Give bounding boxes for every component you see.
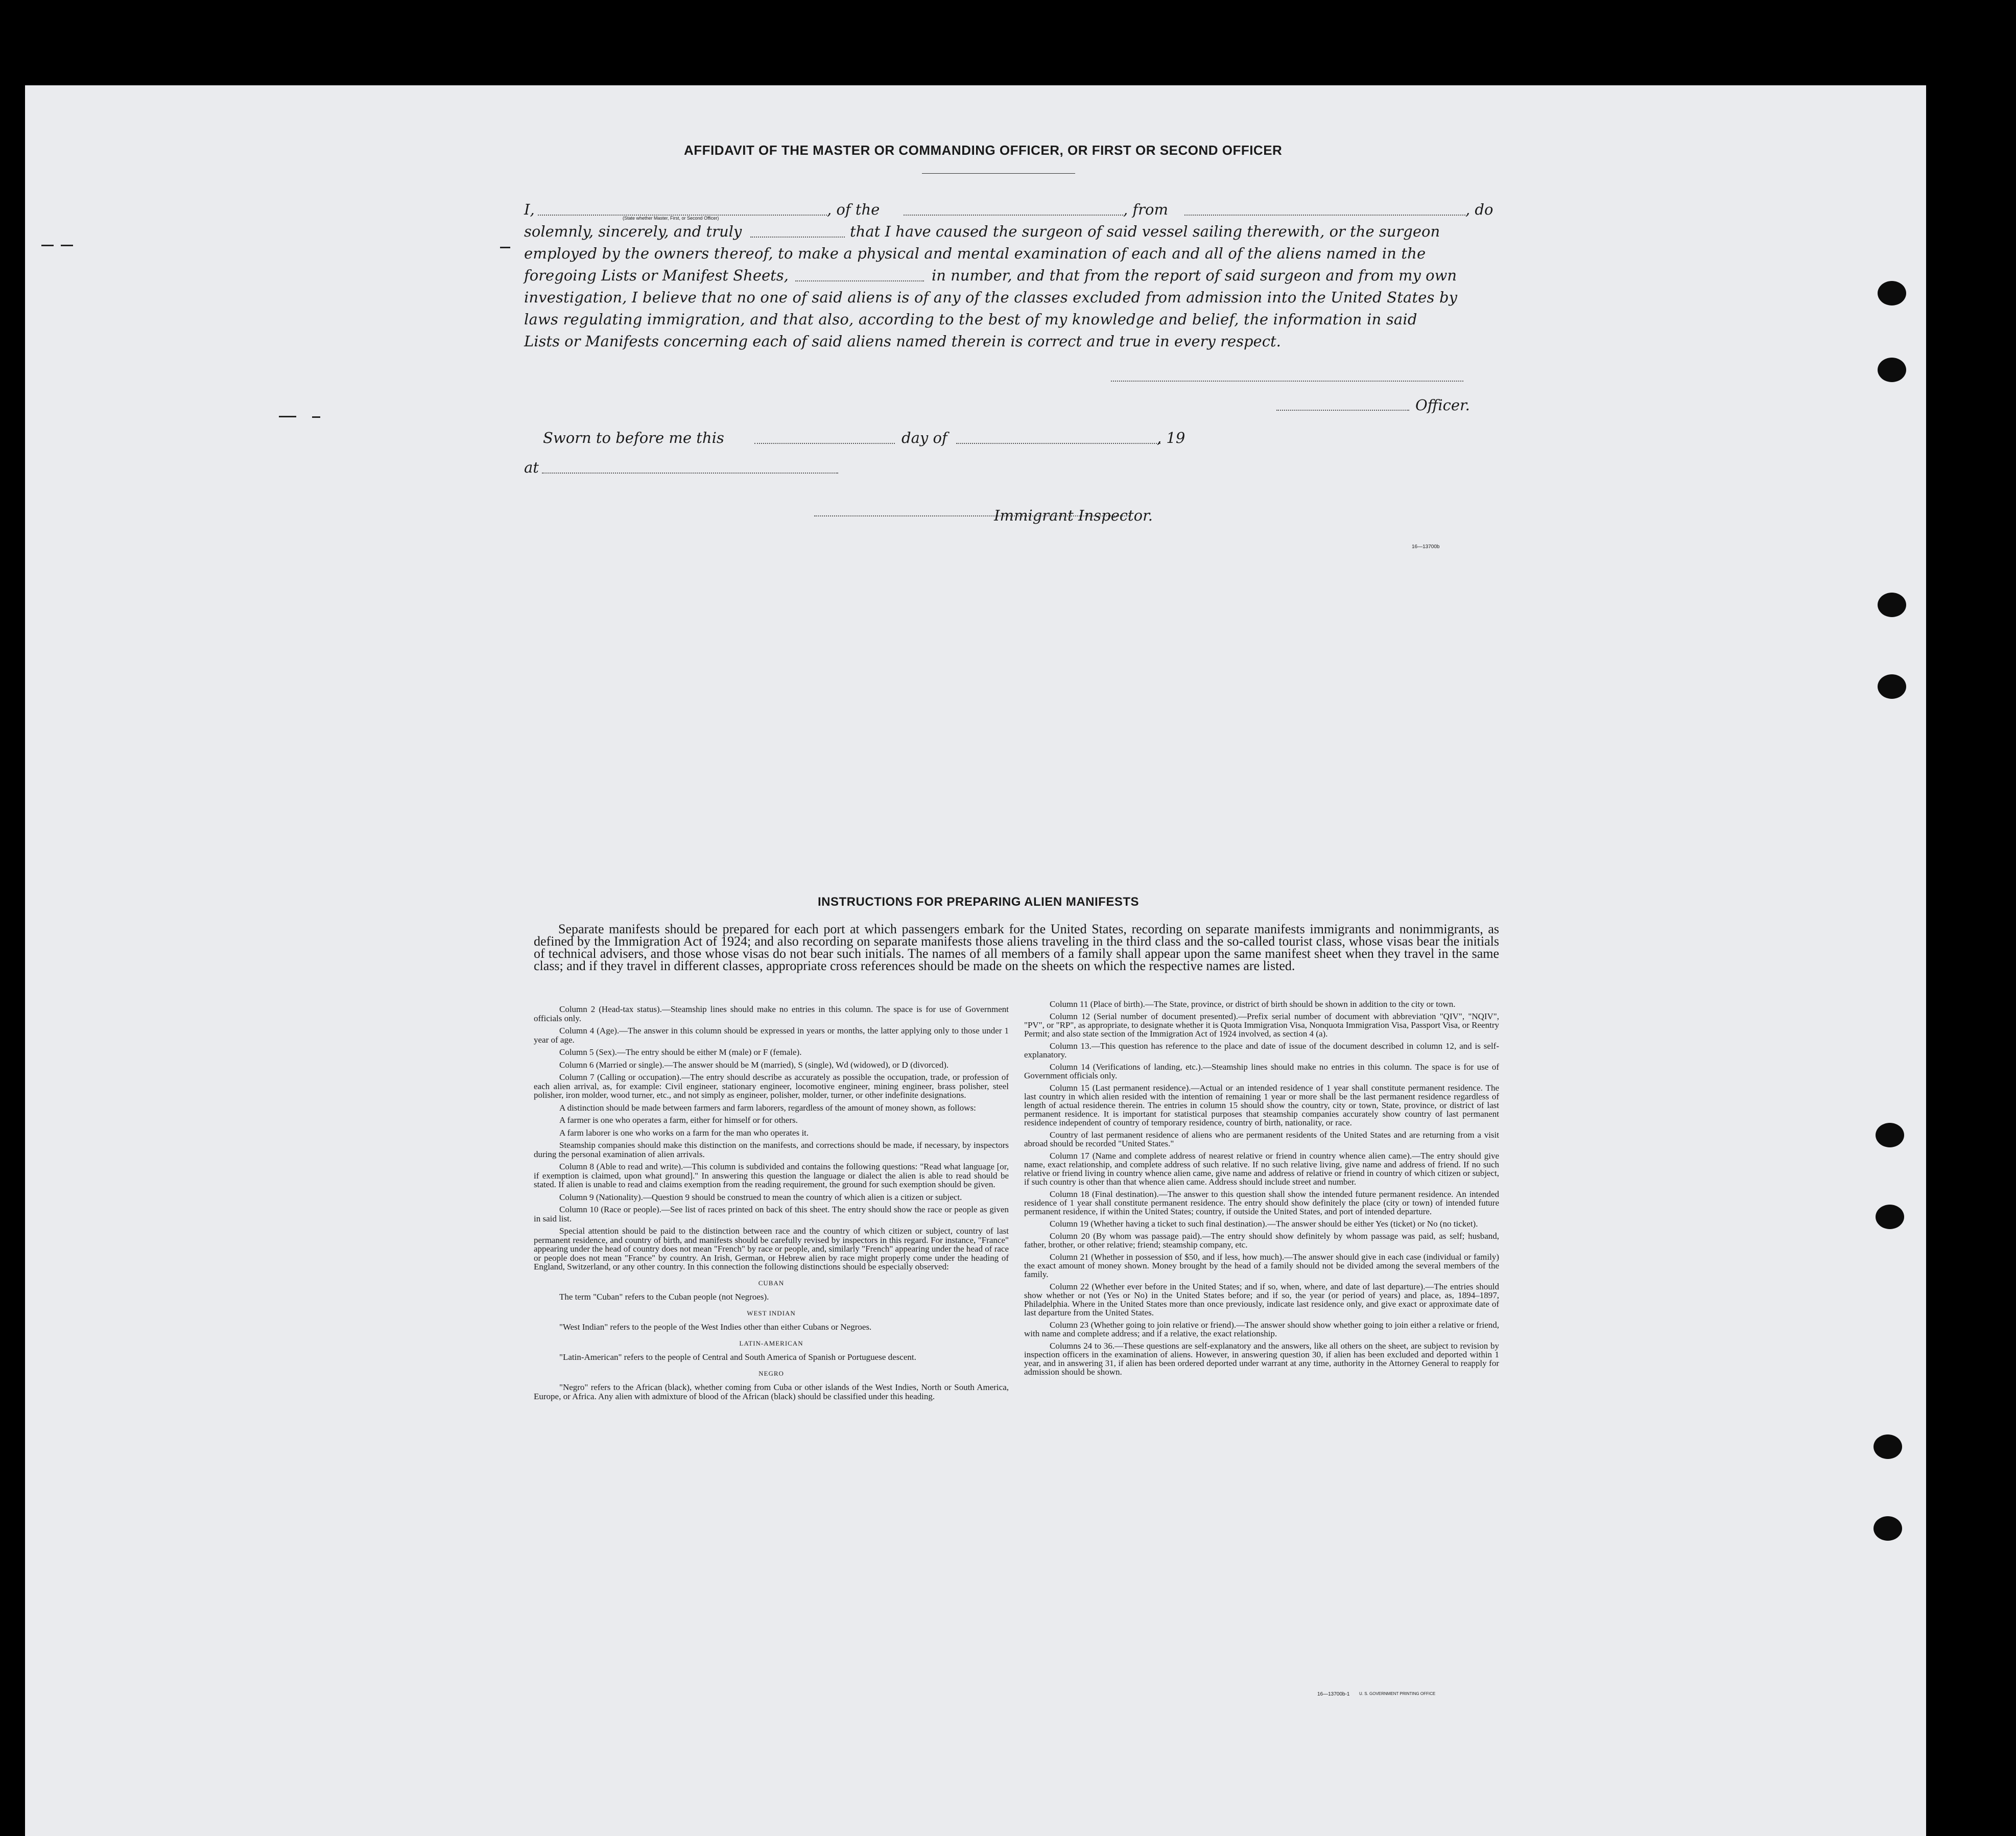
instructions-title: INSTRUCTIONS FOR PREPARING ALIEN MANIFESTS (818, 895, 1140, 909)
inspector-label: Immigrant Inspector. (994, 507, 1153, 524)
col8: Column 8 (Able to read and write).—This column is subdivided and contains the following questions: "Read what language [or, if exemption is claimed, upon what ground]." In answering this question the language or dialect the alien is able to read should be stated. If alien is unable to read and claims exemption from the reading requirement, the ground for such exemption should be given. (534, 1162, 1009, 1189)
col2: Column 2 (Head-tax status).—Steamship lines should make no entries in this column. The space is for use of Government officials only. (534, 1004, 1009, 1023)
col4: Column 4 (Age).—The answer in this column should be expressed in years or months, the latter applying only to those under 1 year of age. (534, 1026, 1009, 1045)
col13: Column 13.—This question has reference to the place and date of issue of the document described in column 12, and is self-explanatory. (1024, 1041, 1499, 1060)
cuban-definition: The term "Cuban" refers to the Cuban people (not Negroes). (559, 1292, 769, 1302)
at-label: at (524, 459, 539, 476)
margin-mark (41, 245, 54, 246)
affidavit-i: I, (524, 201, 535, 218)
col23: Column 23 (Whether going to join relative or friend).—The answer should show whether going to join either a relative or friend, with name and complete address; and if a relative, the exact relationship. (1024, 1320, 1499, 1338)
form-number: 16—13700b (1412, 544, 1440, 550)
punch-hole (1873, 1434, 1902, 1459)
col18: Column 18 (Final destination).—The answer to this question shall show the intended future permanent residence. An intended residence of 1 year shall constitute permanent residence. The entry should show definitely the place (city or town) of intended future permanent residence, if within the United States; country, if outside the United States, and port of intended departure. (1024, 1189, 1499, 1216)
col19: Column 19 (Whether having a ticket to such final destination).—The answer should be either Yes (ticket) or No (no ticket). (1050, 1219, 1478, 1229)
affidavit-line6: laws regulating immigration, and that also, according to the best of my knowledge and belief, the information in said (524, 311, 1417, 328)
affidavit-line7: Lists or Manifests concerning each of said aliens named therein is correct and true in every respect. (524, 333, 1281, 350)
instructions-right-column (1024, 1000, 1499, 1380)
col9: Column 9 (Nationality).—Question 9 should be construed to mean the country of which alien is a citizen or subject. (559, 1192, 962, 1202)
affidavit-do: , do (1465, 201, 1493, 218)
affidavit-line5: investigation, I believe that no one of said aliens is of any of the classes excluded from admission into the United States by (524, 289, 1458, 306)
port-field[interactable] (1184, 215, 1465, 216)
punch-hole (1878, 593, 1906, 617)
punch-hole (1878, 281, 1906, 305)
heading-west-indian: WEST INDIAN (747, 1309, 796, 1317)
col7-farm: A distinction should be made between farmers and farm laborers, regardless of the amount of money shown, as follows: (559, 1102, 976, 1113)
day-of-label: day of (902, 429, 947, 446)
affidavit-from: , from (1123, 201, 1168, 218)
at-field[interactable] (542, 473, 838, 474)
negro-definition: "Negro" refers to the African (black), whether coming from Cuba or other islands of the West Indies, North or South America, Europe, or Africa. Any alien with admixture of blood of the African (black) should be classified under this heading. (534, 1382, 1009, 1401)
rank-note: (State whether Master, First, or Second Officer) (623, 216, 719, 221)
title-underline (922, 173, 1075, 174)
col22: Column 22 (Whether ever before in the United States; and if so, when, where, and date of last departure).—The entries should show whether or not (Yes or No) in the United States before; and if so, the year (or period of years) and place, as, 1894–1897, Philadelphia. Where in the United States more than once previously, indicate last residence only, and give exact or approximate date of last departure from the United States. (1024, 1282, 1499, 1317)
sworn-month-field[interactable] (956, 443, 1160, 444)
officer-label: Officer. (1415, 396, 1470, 414)
affidavit-of-the: , of the (827, 201, 880, 218)
col7-steamship: Steamship companies should make this distinction on the manifests, and corrections should be made, if necessary, by inspectors during the personal examination of alien arrivals. (534, 1140, 1009, 1159)
margin-mark (61, 245, 73, 246)
officer-line[interactable] (1276, 410, 1409, 411)
col21: Column 21 (Whether in possession of $50, and if less, how much).—The answer should give in each case (individual or family) the exact amount of money shown. Money brought by the head of a family should not be divided among the several members of the family. (1024, 1252, 1499, 1279)
sworn-day-field[interactable] (754, 443, 895, 444)
west-indian-definition: "West Indian" refers to the people of the West Indies other than either Cubans or Negroes. (559, 1322, 872, 1332)
sheets-count-field[interactable] (795, 280, 924, 281)
sworn-label: Sworn to before me this (543, 429, 724, 446)
affidavit-line4b: in number, and that from the report of said surgeon and from my own (932, 267, 1457, 284)
instructions-intro: Separate manifests should be prepared for each port at which passengers embark for the United States, recording on separate manifests immigrants and nonimmigrants, as defined by the Immigration Act of 1924; and also recording on separate manifests those aliens traveling in the third class and the so-called tourist class, whose visas bear the initials of technical advisers, and those whose visas do not bear such initials. The names of all members of a family shall appear upon the same manifest sheet when they travel in the same class; and if they travel in different classes, appropriate cross references should be made on the sheets on which the respective names are listed. (534, 922, 1499, 973)
col24-36: Columns 24 to 36.—These questions are self-explanatory and the answers, like all others on the sheet, are subject to revision by inspection officers in the examination of aliens. However, in answering question 30, if alien has been excluded and deported within 1 year, and in answering 31, if alien has been ordered deported under warrant at any time, authority in the Attorney General to reapply for admission should be shown. (1024, 1341, 1499, 1377)
punch-hole (1876, 1123, 1904, 1147)
form-sheet (25, 85, 1926, 1836)
col12: Column 12 (Serial number of document presented).—Prefix serial number of document with abbreviation "QIV", "NQIV", "PV", or "RP", as appropriate, to designate whether it is Quota Immigration Visa, Nonquota Immigration Visa, Passport Visa, or Reentry Permit; and also state section of the Immigration Act of 1924 involved, as section 4 (a). (1024, 1011, 1499, 1039)
affidavit-line4a: foregoing Lists or Manifest Sheets, (524, 267, 789, 284)
col20: Column 20 (By whom was passage paid).—The entry should show definitely by whom passage was paid, as self; husband, father, brother, or other relative; friend; steamship company, etc. (1024, 1231, 1499, 1250)
col11: Column 11 (Place of birth).—The State, province, or district of birth should be shown in addition to the city or town. (1050, 999, 1456, 1009)
margin-mark (500, 247, 510, 248)
margin-mark (279, 416, 296, 417)
punch-hole (1876, 1205, 1904, 1229)
heading-cuban: CUBAN (758, 1279, 785, 1287)
col15: Column 15 (Last permanent residence).—Actual or an intended residence of 1 year shall constitute permanent residence. The last country in which alien resided with the intention of remaining 1 year or more shall be the last permanent residence regardless of length of actual residence therein. The entries in column 15 should show the country, city or town, State, province, or district of last permanent residence. It is important for statistical purposes that steamship companies accurately show country of last permanent residence independent of country of temporary residence, country of birth, nationality, or race. (1024, 1083, 1499, 1127)
latin-american-definition: "Latin-American" refers to the people of Central and South America of Spanish or Portuguese descent. (559, 1352, 916, 1362)
punch-hole (1878, 358, 1906, 382)
col6: Column 6 (Married or single).—The answer should be M (married), S (single), Wd (widowed), or D (divorced). (559, 1060, 949, 1070)
col14: Column 14 (Verifications of landing, etc.).—Steamship lines should make no entries in this column. The space is for use of Government officials only. (1024, 1062, 1499, 1080)
col15-us: Country of last permanent residence of aliens who are permanent residents of the United States and are returning from a visit abroad should be recorded "United States." (1024, 1130, 1499, 1148)
footer-code: 16—13700b-1 (1317, 1691, 1350, 1697)
col17: Column 17 (Name and complete address of nearest relative or friend in country whence alien came).—The entry should give name, exact relationship, and complete address of such relative. If no such relative living, give name and address of friend. If no such relative or friend living in country whence alien came, give name and address of relative or friend in country of which citizen or subject, if such country is other than that whence alien came. Address should include street and number. (1024, 1151, 1499, 1187)
col7: Column 7 (Calling or occupation).—The entry should describe as accurately as possible the occupation, trade, or profession of each alien arrival, as, for example: Civil engineer, stationary engineer, locomotive engineer, mining engineer, brass polisher, steel polisher, iron molder, wood turner, etc., and not simply as engineer, polisher, molder, turner, or other indefinite designations. (534, 1072, 1009, 1100)
punch-hole (1878, 674, 1906, 699)
truly-field[interactable] (750, 237, 845, 238)
punch-hole (1873, 1516, 1902, 1541)
col7-laborer: A farm laborer is one who works on a farm for the man who operates it. (559, 1127, 809, 1138)
affidavit-title: AFFIDAVIT OF THE MASTER OR COMMANDING OFFICER, OR FIRST OR SECOND OFFICER (684, 143, 1283, 158)
instructions-left-column (534, 1005, 1009, 1404)
col10-special: Special attention should be paid to the distinction between race and the country of which citizen or subject, country of last permanent residence, and country of birth, and manifests should be carefully revised by inspectors in this regard. For instance, "France" appearing under the head of country does not mean "French" by race or people, and, similarly "French" appearing under the head of race or people does not mean "France" by country. An Irish, German, or Hebrew alien by race might properly come under the heading of England, Switzerland, or any other country. In this connection the following distinctions should be especially observed: (534, 1226, 1009, 1272)
heading-latin-american: LATIN-AMERICAN (739, 1339, 803, 1347)
affidavit-line3: employed by the owners thereof, to make a physical and mental examination of each and all of the aliens named in the (524, 245, 1426, 262)
col10: Column 10 (Race or people).—See list of races printed on back of this sheet. The entry should show the race or people as given in said list. (534, 1205, 1009, 1223)
col7-farmer: A farmer is one who operates a farm, either for himself or for others. (559, 1115, 798, 1125)
affidavit-line2a: solemnly, sincerely, and truly (524, 223, 742, 240)
signature-line[interactable] (1111, 381, 1463, 382)
vessel-field[interactable] (904, 215, 1123, 216)
margin-mark (312, 416, 320, 418)
year-label: , 19 (1157, 429, 1185, 446)
affidavit-line2b: that I have caused the surgeon of said vessel sailing therewith, or the surgeon (850, 223, 1440, 240)
col5: Column 5 (Sex).—The entry should be either M (male) or F (female). (559, 1047, 802, 1057)
heading-negro: NEGRO (758, 1369, 784, 1377)
footer-office: U. S. GOVERNMENT PRINTING OFFICE (1359, 1691, 1436, 1696)
